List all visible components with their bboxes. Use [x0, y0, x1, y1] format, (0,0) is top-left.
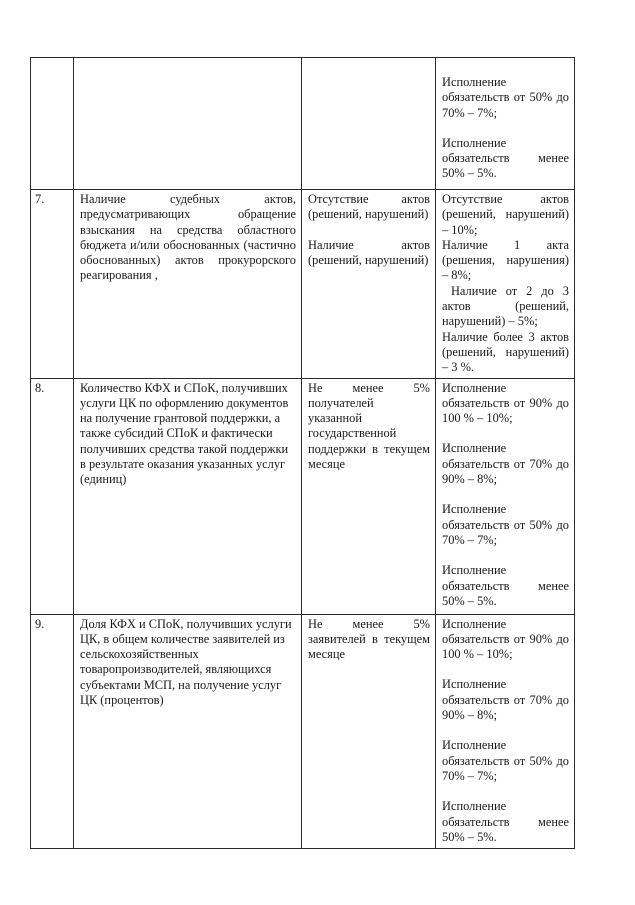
table-row	[31, 58, 575, 190]
score-item: Исполнение обязательств от 90% до 100 % – 10%;	[442, 616, 576, 662]
criteria-item: Отсутствие актов (решений, нарушений)	[308, 192, 430, 222]
criteria-item: Наличие актов (решений, нарушений)	[308, 237, 430, 267]
score-cell	[436, 614, 575, 848]
row-number: 9.	[31, 614, 74, 848]
row-number: 7.	[31, 190, 74, 379]
indicator-cell: Наличие судебных актов, предусматривающих обращение взыскания на средства областного бюджета и/или обоснованных (частично обоснованных) актов прокурорского реагирования ,	[74, 190, 302, 379]
indicator-cell: Доля КФХ и СПоК, получивших услуги ЦК, в общем количестве заявителей из сельскохозяйственных товаропроизводителей, являющихся субъектами МСП, на получение услуг ЦК (процентов)	[74, 614, 302, 848]
score-item: Исполнение обязательств от 90% до 100 % – 10%;	[442, 380, 576, 426]
table-row	[31, 614, 575, 848]
criteria-cell	[302, 614, 436, 848]
criteria-cell	[302, 190, 436, 379]
table-row	[31, 190, 575, 379]
criteria-cell	[302, 58, 436, 190]
score-item: Исполнение обязательств от 70% до 90% – 8%;	[442, 441, 569, 487]
score-item: Отсутствие актов (решений, нарушений) – 10%;	[442, 192, 569, 237]
criteria-table	[30, 57, 575, 849]
criteria-item: Не менее 5% получателей указанной государственной поддержки в текущем месяце	[308, 380, 430, 472]
score-item: Исполнение обязательств от 50% до 70% – 7%;	[442, 502, 569, 547]
score-item: Исполнение обязательств от 70% до 90% – 8%;	[442, 677, 569, 723]
table-row	[31, 378, 575, 614]
score-item: Исполнение обязательств от 50% до 70% – 7%;	[442, 75, 569, 120]
row-number	[31, 58, 74, 190]
score-item: Исполнение обязательств менее 50% – 5%.	[442, 135, 569, 181]
score-item: Наличие от 2 до 3 актов (решений, нарушений) – 5%;	[442, 283, 573, 329]
score-item: Наличие более 3 актов (решений, нарушений) – 3 %.	[442, 329, 569, 375]
score-cell	[436, 58, 575, 190]
score-cell	[436, 190, 575, 379]
score-item: Наличие 1 акта (решения, нарушения) – 8%;	[442, 237, 569, 283]
score-item: Исполнение обязательств менее 50% – 5%.	[442, 799, 569, 844]
indicator-cell: Количество КФХ и СПоК, получивших услуги ЦК по оформлению документов на получение грантовой поддержки, а также субсидий СПоК и фактически получивших средства такой поддержки в результате оказания указанных услуг (единиц)	[74, 378, 302, 614]
criteria-item: Не менее 5% заявителей в текущем месяце	[308, 616, 430, 662]
score-cell	[436, 378, 575, 614]
score-item: Исполнение обязательств от 50% до 70% – 7%;	[442, 738, 569, 783]
indicator-cell	[74, 58, 302, 190]
criteria-cell	[302, 378, 436, 614]
score-item: Исполнение обязательств менее 50% – 5%.	[442, 563, 569, 608]
row-number: 8.	[31, 378, 74, 614]
